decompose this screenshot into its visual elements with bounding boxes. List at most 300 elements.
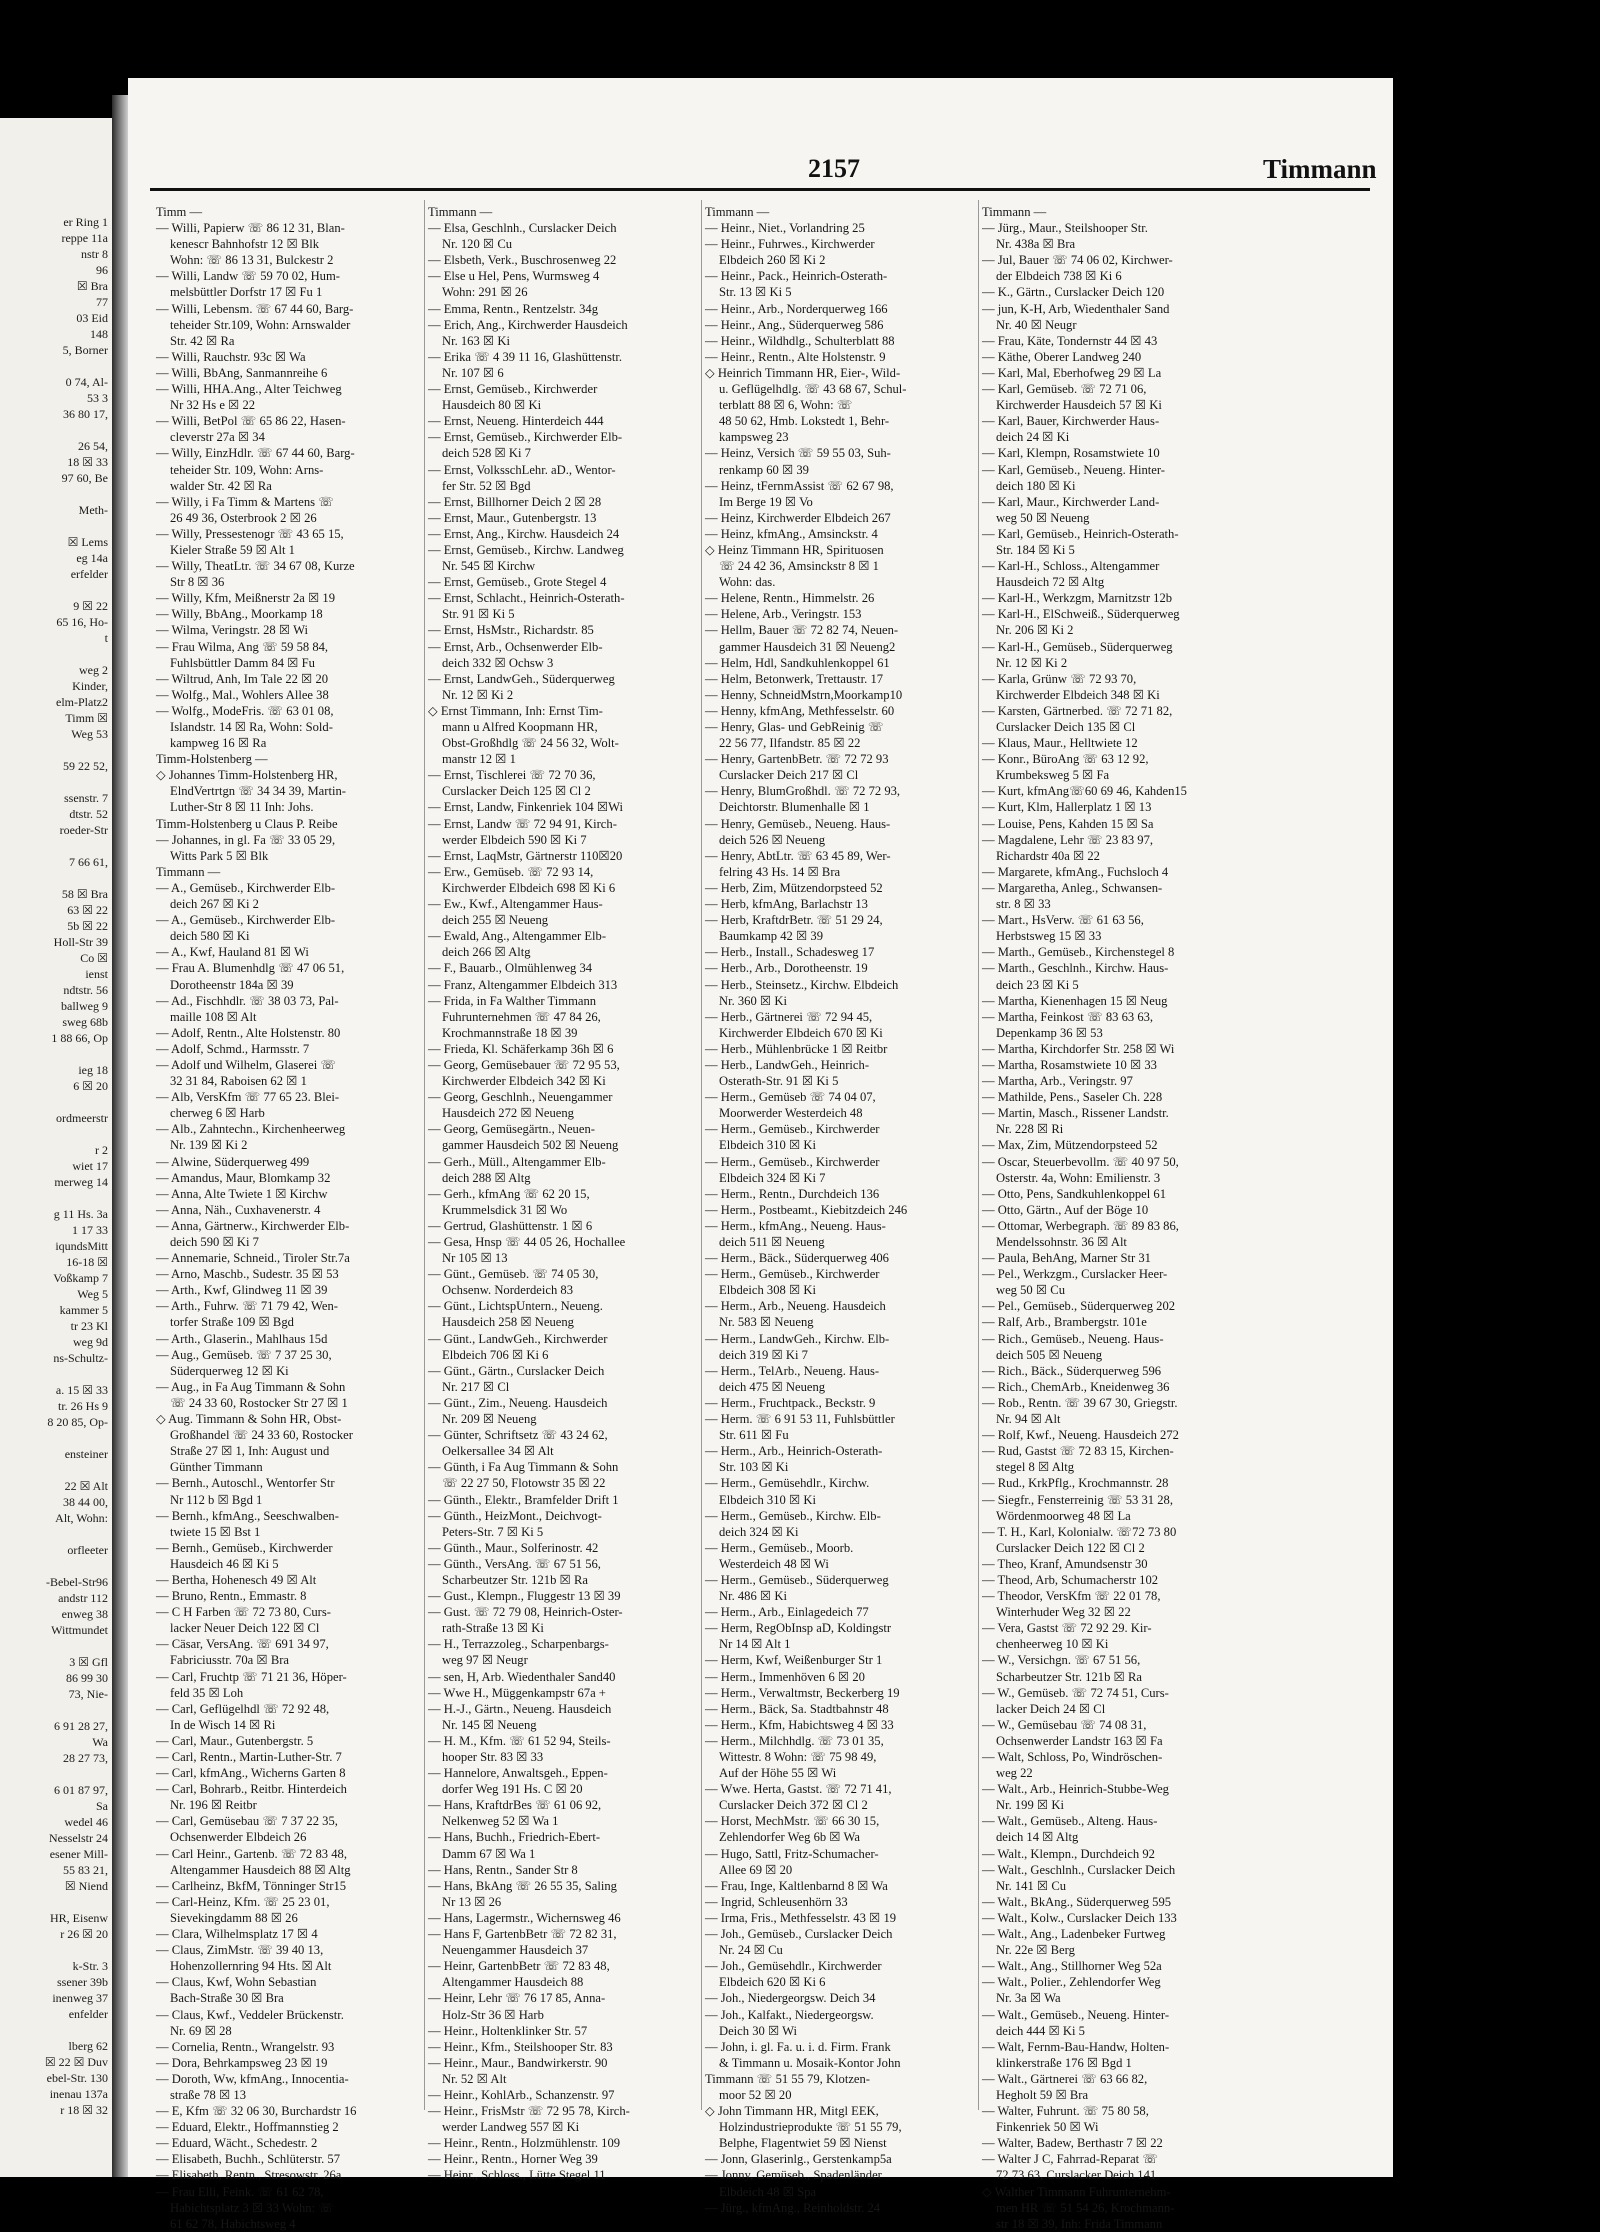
- directory-line: — Karl-H., Gemüseb., Süderquerweg: [982, 639, 1173, 654]
- directory-line: — Heinz, kfmAng., Amsinckstr. 4: [705, 526, 878, 541]
- directory-line: — Adolf, Schmd., Harmsstr. 7: [156, 1041, 310, 1056]
- directory-line: Nr. 196 ☒ Reitbr: [170, 1798, 257, 1813]
- fragment-line: [45, 1462, 108, 1478]
- directory-line: — Willy, Kfm, Meißnerstr 2a ☒ 19: [156, 591, 336, 606]
- directory-line: — Herb., Gärtnerei ☏ 72 94 45,: [705, 1009, 873, 1024]
- directory-line: Str. 91 ☒ Ki 5: [442, 607, 515, 622]
- directory-line: — Ernst, Gemüseb., Grote Stegel 4: [428, 575, 607, 590]
- directory-line: — Wwe. Herta, Gastst. ☏ 72 71 41,: [705, 1782, 892, 1797]
- directory-line: Timm-Holstenberg —: [156, 752, 268, 767]
- directory-line: — Joh., Gemüsehdlr., Kirchwerder: [705, 1959, 882, 1974]
- directory-line: — Walt, Fernm-Bau-Handw, Holten-: [982, 2039, 1170, 2054]
- directory-line: — Gerh., Müll., Altengammer Elb-: [428, 1154, 606, 1169]
- directory-line: felring 43 Hs. 14 ☒ Bra: [719, 864, 841, 879]
- directory-line: — Walt., Klempn., Durchdeich 92: [982, 1846, 1155, 1861]
- fragment-line: 86 99 30: [66, 1671, 108, 1685]
- fragment-line: [45, 1766, 108, 1782]
- directory-line: werder Landweg 557 ☒ Ki: [442, 2120, 580, 2135]
- directory-line: — Adolf und Wilhelm, Glaserei ☏: [156, 1057, 337, 1072]
- directory-column-3: [705, 204, 977, 2215]
- directory-line: cleverstr 27a ☒ 34: [170, 430, 265, 445]
- fragment-line: 26 54,: [78, 439, 108, 453]
- directory-line: — Martha, Feinkost ☏ 83 63 63,: [982, 1009, 1154, 1024]
- directory-line: Süderquerweg 12 ☒ Ki: [170, 1363, 289, 1378]
- directory-line: — Claus, Kwf, Wohn Sebastian: [156, 1975, 317, 1990]
- directory-line: — Herm., Gemüseb., Süderquerweg: [705, 1572, 889, 1587]
- fragment-line: -Bebel-Str96: [46, 1575, 108, 1589]
- directory-line: — Annemarie, Schneid., Tiroler Str.7a: [156, 1251, 350, 1266]
- directory-line: Neuengammer Hausdeich 37: [442, 1943, 589, 1958]
- directory-line: — Ernst, Ang., Kirchw. Hausdeich 24: [428, 526, 620, 541]
- directory-line: Islandstr. 14 ☒ Ra, Wohn: Sold-: [170, 720, 333, 734]
- directory-line: deich 288 ☒ Altg: [442, 1170, 531, 1185]
- directory-line: — Dora, Behrkampsweg 23 ☒ 19: [156, 2055, 328, 2070]
- directory-line: — Bernh., kfmAng., Seeschwalben-: [156, 1508, 339, 1523]
- directory-line: — Ernst, Billhorner Deich 2 ☒ 28: [428, 494, 602, 509]
- directory-line: — Carl, Geflügelhdl ☏ 72 92 48,: [156, 1701, 330, 1716]
- directory-line: Elbdeich 308 ☒ Ki: [719, 1283, 816, 1298]
- directory-line: deich 444 ☒ Ki 5: [996, 2023, 1085, 2038]
- directory-line: — Georg, Gemüsegärtn., Neuen-: [428, 1122, 595, 1137]
- directory-line: — A., Gemüseb., Kirchwerder Elb-: [156, 880, 336, 895]
- directory-line: gammer Hausdeich 31 ☒ Neueng2: [719, 639, 896, 654]
- directory-line: — Heinr., Wildhdlg., Schulterblatt 88: [705, 333, 895, 348]
- directory-line: — Ernst, Gemüseb., Kirchwerder Elb-: [428, 430, 623, 445]
- fragment-line: Kinder,: [72, 679, 108, 693]
- directory-line: — jun, K-H, Arb, Wiedenthaler Sand: [982, 301, 1170, 316]
- directory-line: — Walt., Arb., Heinrich-Stubbe-Weg: [982, 1782, 1169, 1797]
- directory-line: Nr 105 ☒ 13: [442, 1251, 508, 1266]
- directory-line: — H., Terrazzoleg., Scharpenbargs-: [428, 1637, 609, 1652]
- directory-line: Curslacker Deich 125 ☒ Cl 2: [442, 784, 591, 799]
- directory-line: — Elisabeth, Buchh., Schlüterstr. 57: [156, 2152, 340, 2167]
- directory-line: — Theo, Kranf, Amundsenstr 30: [982, 1556, 1148, 1571]
- fragment-line: iqundsMitt: [55, 1239, 108, 1253]
- fragment-line: 22 ☒ Alt: [64, 1479, 108, 1493]
- directory-line: — Kurt, Klm, Hallerplatz 1 ☒ 13: [982, 800, 1152, 815]
- directory-line: — Walt., Gemüseb., Alteng. Haus-: [982, 1814, 1158, 1829]
- directory-line: Holz-Str 36 ☒ Harb: [442, 2007, 544, 2022]
- directory-line: — Herm., Immenhöven 6 ☒ 20: [705, 1669, 865, 1684]
- directory-line: fer Str. 52 ☒ Bgd: [442, 478, 531, 493]
- directory-line: — Walt., Ang., Ladenbeker Furtweg: [982, 1927, 1166, 1942]
- directory-line: ◇ Heinz Timmann HR, Spirituosen: [705, 542, 884, 557]
- directory-line: Nr. 12 ☒ Ki 2: [996, 655, 1068, 670]
- fragment-line: [45, 1046, 108, 1062]
- directory-line: — Günth, i Fa Aug Timmann & Sohn: [428, 1460, 619, 1475]
- fragment-line: elm-Platz2: [56, 695, 108, 709]
- directory-line: — Pel., Werkzgm., Curslacker Heer-: [982, 1267, 1168, 1282]
- directory-line: — Carl, kfmAng., Wicherns Garten 8: [156, 1766, 346, 1781]
- directory-line: Straße 27 ☒ 1, Inh: August und: [170, 1444, 330, 1459]
- directory-line: — Ernst, Neueng. Hinterdeich 444: [428, 414, 604, 429]
- directory-line: — Gust. ☏ 72 79 08, Heinrich-Oster-: [428, 1605, 623, 1620]
- fragment-line: ballweg 9: [61, 999, 108, 1013]
- directory-line: — Ernst, LaqMstr, Gärtnerstr 110☒20: [428, 848, 623, 863]
- directory-line: Nr. 209 ☒ Neueng: [442, 1412, 537, 1427]
- directory-line: — Heinr., Fuhrwes., Kirchwerder: [705, 237, 875, 252]
- directory-line: — Adolf, Rentn., Alte Holstenstr. 80: [156, 1025, 341, 1040]
- fragment-line: [45, 1126, 108, 1142]
- directory-line: — Heinr., Rentn., Alte Holstenstr. 9: [705, 349, 886, 364]
- directory-line: Elbdeich 310 ☒ Ki: [719, 1138, 816, 1153]
- fragment-line: Wittmundet: [51, 1623, 108, 1637]
- directory-line: — Arno, Maschb., Sudestr. 35 ☒ 53: [156, 1267, 339, 1282]
- directory-line: Timmann —: [428, 205, 493, 219]
- fragment-line: ssener 39b: [57, 1975, 108, 1989]
- directory-line: Nr. 139 ☒ Ki 2: [170, 1138, 248, 1153]
- fragment-line: esener Mill-: [49, 1847, 108, 1861]
- directory-line: ☏ 22 27 50, Flotowstr 35 ☒ 22: [442, 1476, 606, 1491]
- fragment-line: tr 23 Kl: [70, 1319, 108, 1333]
- directory-line: — Hans, KraftdrBes ☏ 61 06 92,: [428, 1798, 602, 1813]
- directory-line: — Frieda, Kl. Schäferkamp 36h ☒ 6: [428, 1041, 614, 1056]
- directory-line: In de Wisch 14 ☒ Ri: [170, 1717, 276, 1732]
- directory-line: deich 266 ☒ Altg: [442, 945, 531, 960]
- fragment-line: [45, 1702, 108, 1718]
- directory-line: — Heinr., KohlArb., Schanzenstr. 97: [428, 2087, 615, 2102]
- directory-line: — Anna, Gärtnerw., Kirchwerder Elb-: [156, 1218, 350, 1233]
- directory-line: Oelkersallee 34 ☒ Alt: [442, 1444, 554, 1459]
- directory-line: — Franz, Altengammer Elbdeich 313: [428, 977, 618, 992]
- directory-line: rath-Straße 13 ☒ Ki: [442, 1621, 544, 1636]
- fragment-line: ordmeerstr: [56, 1111, 108, 1125]
- directory-line: — Walt., Gemüseb., Neueng. Hinter-: [982, 2007, 1170, 2022]
- directory-line: — Herb, KraftdrBetr. ☏ 51 29 24,: [705, 913, 883, 928]
- fragment-line: 58 ☒ Bra: [61, 887, 108, 901]
- fragment-line: ebel-Str. 130: [46, 2071, 108, 2085]
- directory-line: — Arth., Glaserin., Mahlhaus 15d: [156, 1331, 328, 1346]
- directory-line: Wohn: das.: [719, 575, 776, 590]
- fragment-line: 5b ☒ 22: [67, 919, 108, 933]
- directory-line: Holzindustrieprodukte ☏ 51 55 79,: [719, 2120, 902, 2135]
- directory-line: — Helm, Hdl, Sandkuhlenkoppel 61: [705, 655, 890, 670]
- directory-line: — Günt., Zim., Neueng. Hausdeich: [428, 1395, 608, 1410]
- directory-line: Ochsenwerder Landstr 163 ☒ Fa: [996, 1733, 1163, 1748]
- directory-line: kampweg 16 ☒ Ra: [170, 736, 267, 751]
- fragment-line: lberg 62: [68, 2039, 108, 2053]
- directory-line: Hegholt 59 ☒ Bra: [996, 2087, 1089, 2102]
- fragment-line: orfleeter: [67, 1543, 108, 1557]
- fragment-line: 3 ☒ Gfl: [69, 1655, 108, 1669]
- directory-line: — Ernst, LandwGeh., Süderquerweg: [428, 671, 615, 686]
- directory-line: — Pel., Gemüseb., Süderquerweg 202: [982, 1299, 1176, 1314]
- fragment-line: [45, 518, 108, 534]
- directory-line: Mendelssohnstr. 36 ☒ Alt: [996, 1235, 1127, 1249]
- directory-line: — Herm., Gemüseb., Kirchwerder: [705, 1267, 880, 1282]
- directory-line: Timmann —: [982, 205, 1047, 219]
- directory-line: — Heinr., Kfm., Steilshooper Str. 83: [428, 2039, 613, 2054]
- directory-line: — Henny, kfmAng, Methfesselstr. 60: [705, 703, 895, 718]
- directory-line: manstr 12 ☒ 1: [442, 752, 516, 767]
- directory-line: — Heinr, Lehr ☏ 76 17 85, Anna-: [428, 1991, 606, 2006]
- directory-line: — W., Versichgn. ☏ 67 51 56,: [982, 1653, 1141, 1668]
- directory-line: Curslacker Deich 122 ☒ Cl 2: [996, 1540, 1145, 1555]
- directory-line: — Walt., Geschlnh., Curslacker Deich: [982, 1862, 1176, 1877]
- directory-line: Habichtsplatz 3 ☒ 33 Wohn: ☏: [170, 2200, 334, 2215]
- directory-line: — Hans, BkAng ☏ 26 55 35, Saling: [428, 1878, 617, 1893]
- directory-line: — Heinr, GartenbBetr ☏ 72 83 48,: [428, 1959, 610, 1974]
- directory-line: Nr. 228 ☒ Ri: [996, 1122, 1064, 1137]
- directory-line: Elbdeich 48 ☒ Spa: [719, 2184, 816, 2199]
- directory-line: 32 31 84, Raboisen 62 ☒ 1: [170, 1074, 307, 1089]
- directory-line: — Erika ☏ 4 39 11 16, Glashüttenstr.: [428, 349, 623, 364]
- fragment-line: [45, 1558, 108, 1574]
- directory-line: — Bernh., Gemüseb., Kirchwerder: [156, 1540, 333, 1555]
- directory-line: teheider Str.109, Wohn: Arnswalder: [170, 317, 351, 332]
- directory-line: Peters-Str. 7 ☒ Ki 5: [442, 1524, 544, 1539]
- directory-line: — Karsten, Gärtnerbed. ☏ 72 71 82,: [982, 703, 1173, 718]
- directory-line: — Herb., Mühlenbrücke 1 ☒ Reitbr: [705, 1041, 888, 1056]
- directory-line: Ochsenw. Norderdeich 83: [442, 1283, 574, 1298]
- fragment-line: [45, 486, 108, 502]
- directory-line: Ochsenwerder Elbdeich 26: [170, 1830, 307, 1845]
- directory-line: — Hellm, Bauer ☏ 72 82 74, Neuen-: [705, 623, 899, 638]
- directory-line: Nr. 360 ☒ Ki: [719, 993, 787, 1008]
- directory-line: — Hannelore, Anwaltsgeh., Eppen-: [428, 1766, 608, 1781]
- directory-line: — Henry, AbtLtr. ☏ 63 45 89, Wer-: [705, 848, 891, 863]
- directory-line: — Arth., Fuhrw. ☏ 71 79 42, Wen-: [156, 1299, 338, 1314]
- directory-line: — Günth., Maur., Solferinostr. 42: [428, 1540, 599, 1555]
- directory-line: — Martin, Masch., Rissener Landstr.: [982, 1106, 1169, 1121]
- fragment-line: reppe 11a: [61, 231, 108, 245]
- directory-line: — Herb, kfmAng, Barlachstr 13: [705, 897, 868, 912]
- fragment-line: 0 74, Al-: [65, 375, 108, 389]
- directory-line: — Herm., Bäck., Süderquerweg 406: [705, 1251, 889, 1266]
- directory-line: — Ernst, Schlacht., Heinrich-Osterath-: [428, 591, 625, 606]
- directory-line: — Jürg., Maur., Steilshooper Str.: [982, 221, 1148, 236]
- directory-line: torfer Straße 109 ☒ Bgd: [170, 1315, 294, 1330]
- directory-line: — Willi, HHA.Ang., Alter Teichweg: [156, 382, 342, 397]
- directory-line: ◇ Johannes Timm-Holstenberg HR,: [156, 768, 338, 783]
- fragment-line: 9 ☒ 22: [73, 599, 108, 613]
- directory-line: cherweg 6 ☒ Harb: [170, 1106, 265, 1121]
- fragment-line: 7 66 61,: [69, 855, 108, 869]
- directory-line: — Herm., Gemüsehdlr., Kirchw.: [705, 1476, 870, 1491]
- directory-line: — Arth., Kwf, Glindweg 11 ☒ 39: [156, 1283, 328, 1298]
- directory-line: — Walter, Fuhrunt. ☏ 75 80 58,: [982, 2104, 1149, 2119]
- directory-line: deich 267 ☒ Ki 2: [170, 897, 259, 912]
- directory-line: — Walt., Gärtnerei ☏ 63 66 82,: [982, 2071, 1148, 2086]
- directory-line: — Max, Zim, Mützendorpsteed 52: [982, 1138, 1158, 1153]
- directory-line: — Karl-H., Schloss., Altengammer: [982, 559, 1160, 574]
- fragment-line: t: [104, 631, 108, 645]
- directory-line: Wohn: 291 ☒ 26: [442, 285, 528, 300]
- directory-line: — Irma, Fris., Methfesselstr. 43 ☒ 19: [705, 1910, 897, 1925]
- directory-line: — Heinr., Niet., Vorlandring 25: [705, 221, 865, 236]
- directory-line: Wittestr. 8 Wohn: ☏ 75 98 49,: [719, 1750, 877, 1764]
- directory-line: — Louise, Pens, Kahden 15 ☒ Sa: [982, 816, 1154, 831]
- fragment-line: ☒ Bra: [76, 279, 108, 293]
- directory-line: — Carl, Maur., Gutenbergstr. 5: [156, 1733, 314, 1748]
- directory-line: ☏ 24 42 36, Amsinckstr 8 ☒ 1: [719, 559, 879, 574]
- directory-line: melsbüttler Dorfstr 17 ☒ Fu 1: [170, 285, 323, 300]
- directory-line: Kirchwerder Elbdeich 670 ☒ Ki: [719, 1025, 883, 1040]
- directory-line: deich 324 ☒ Ki: [719, 1524, 799, 1539]
- directory-line: Kirchwerder Elbdeich 698 ☒ Ki 6: [442, 880, 616, 895]
- directory-line: Fabriciusstr. 70a ☒ Bra: [170, 1653, 290, 1668]
- directory-line: — Martha, Kirchdorfer Str. 258 ☒ Wi: [982, 1041, 1175, 1056]
- directory-line: lacker Neuer Deich 122 ☒ Cl: [170, 1621, 320, 1636]
- fragment-line: Holl-Str 39: [53, 935, 108, 949]
- fragment-line: 16-18 ☒: [66, 1255, 108, 1269]
- directory-line: Hausdeich 258 ☒ Neueng: [442, 1315, 574, 1330]
- directory-line: Fuhlsbüttler Damm 84 ☒ Fu: [170, 655, 315, 670]
- directory-line: — Johannes, in gl. Fa ☏ 33 05 29,: [156, 832, 336, 847]
- directory-line: — Else u Hel, Pens, Wurmsweg 4: [428, 269, 600, 284]
- directory-line: Nr. 69 ☒ 28: [170, 2023, 232, 2038]
- directory-line: Nr. 120 ☒ Cu: [442, 237, 513, 252]
- directory-line: — Mart., HsVerw. ☏ 61 63 56,: [982, 913, 1144, 928]
- fragment-line: 148: [90, 327, 108, 341]
- directory-line: — Heinr., Maur., Bandwirkerstr. 90: [428, 2055, 608, 2070]
- directory-line: — Willi, BbAng, Sanmannreihe 6: [156, 365, 328, 380]
- directory-line: — Margaretha, Anleg., Schwansen-: [982, 880, 1163, 895]
- directory-line: & Timmann u. Mosaik-Kontor John: [719, 2055, 901, 2070]
- directory-line: Großhandel ☏ 24 33 60, Rostocker: [170, 1428, 353, 1443]
- directory-line: Nr 14 ☒ Alt 1: [719, 1637, 791, 1652]
- fragment-line: 59 22 52,: [63, 759, 108, 773]
- directory-line: ElndVertrtgn ☏ 34 34 39, Martin-: [170, 784, 346, 799]
- fragment-line: 18 ☒ 33: [67, 455, 108, 469]
- directory-line: — Carl, Bohrarb., Reitbr. Hinterdeich: [156, 1782, 347, 1797]
- directory-line: Curslacker Deich 372 ☒ Cl 2: [719, 1798, 868, 1813]
- directory-line: — Ad., Fischhdlr. ☏ 38 03 73, Pal-: [156, 993, 339, 1008]
- directory-line: — Gerh., kfmAng ☏ 62 20 15,: [428, 1186, 590, 1201]
- directory-line: — Otto, Pens, Sandkuhlenkoppel 61: [982, 1186, 1166, 1201]
- directory-line: — Heinz, Versich ☏ 59 55 03, Suh-: [705, 446, 891, 461]
- directory-line: Nr. 206 ☒ Ki 2: [996, 623, 1074, 638]
- directory-line: Sievekingdamm 88 ☒ 26: [170, 1910, 298, 1925]
- directory-line: deich 528 ☒ Ki 7: [442, 446, 531, 461]
- directory-line: Hohenzollernring 94 Hts. ☒ Alt: [170, 1959, 332, 1974]
- directory-line: str 18 ☒ 39, Inh: Frida Timmann: [996, 2216, 1163, 2231]
- directory-line: Str. 103 ☒ Ki: [719, 1460, 789, 1475]
- directory-line: — Willi, Lebensm. ☏ 67 44 60, Barg-: [156, 301, 354, 316]
- directory-line: — Bernh., Autoschl., Wentorfer Str: [156, 1476, 335, 1491]
- directory-line: feld 35 ☒ Loh: [170, 1685, 244, 1700]
- directory-line: Scharbeutzer Str. 121b ☒ Ra: [996, 1669, 1142, 1684]
- directory-line: — Walt, Schloss, Po, Windröschen-: [982, 1750, 1163, 1764]
- directory-line: Deichtorstr. Blumenhalle ☒ 1: [719, 800, 870, 815]
- fragment-line: wedel 46: [64, 1815, 108, 1829]
- directory-line: twiete 15 ☒ Bst 1: [170, 1524, 261, 1539]
- directory-line: Krochmannstraße 18 ☒ 39: [442, 1025, 578, 1040]
- directory-line: Krummelsdick 31 ☒ Wo: [442, 1202, 568, 1217]
- fragment-line: [45, 870, 108, 886]
- directory-line: — Herm., Verwaltmstr, Beckerberg 19: [705, 1685, 900, 1700]
- fragment-line: ☒ Lems: [67, 535, 108, 549]
- directory-line: — W., Gemüseb. ☏ 72 74 51, Curs-: [982, 1685, 1169, 1700]
- directory-line: Str. 611 ☒ Fu: [719, 1428, 789, 1443]
- directory-line: — Rich., ChemArb., Kneidenweg 36: [982, 1379, 1170, 1394]
- fragment-line: 53 3: [87, 391, 108, 405]
- fragment-line: ieg 18: [78, 1063, 108, 1077]
- fragment-line: [45, 1430, 108, 1446]
- directory-line: — Willy, TheatLtr. ☏ 34 67 08, Kurze: [156, 559, 355, 574]
- fragment-line: enweg 38: [61, 1607, 108, 1621]
- directory-line: — Erich, Ang., Kirchwerder Hausdeich: [428, 317, 628, 332]
- fragment-line: [45, 774, 108, 790]
- directory-line: str. 8 ☒ 33: [996, 897, 1051, 912]
- directory-line: — Ewald, Ang., Altengammer Elb-: [428, 929, 607, 944]
- directory-line: — Elisabeth, Rentn., Stresowstr. 26a: [156, 2168, 342, 2183]
- directory-line: — Aug., in Fa Aug Timmann & Sohn: [156, 1379, 346, 1394]
- directory-line: klinkerstraße 176 ☒ Bgd 1: [996, 2055, 1132, 2070]
- directory-line: lacker Deich 24 ☒ Cl: [996, 1701, 1106, 1716]
- fragment-line: 6 01 87 97,: [54, 1783, 108, 1797]
- directory-line: dorfer Weg 191 Hs. C ☒ 20: [442, 1782, 583, 1797]
- directory-line: — Helm, Betonwerk, Trettaustr. 17: [705, 671, 884, 686]
- fragment-line: 36 80 17,: [63, 407, 108, 421]
- directory-line: — H.-J., Gärtn., Neueng. Hausdeich: [428, 1701, 612, 1716]
- directory-line: — Willy, BbAng., Moorkamp 18: [156, 607, 323, 622]
- directory-line: chenheerweg 10 ☒ Ki: [996, 1637, 1109, 1652]
- directory-line: — Herm., Gemüseb., Kirchwerder: [705, 1122, 880, 1137]
- directory-line: — Mathilde, Pens., Saseler Ch. 228: [982, 1090, 1163, 1105]
- directory-line: Luther-Str 8 ☒ 11 Inh: Johs.: [170, 800, 314, 815]
- directory-line: — Cäsar, VersAng. ☏ 691 34 97,: [156, 1637, 329, 1652]
- directory-line: — C H Farben ☏ 72 73 80, Curs-: [156, 1605, 331, 1620]
- directory-line: Dorotheenstr 184a ☒ 39: [170, 977, 294, 992]
- fragment-line: Alt, Wohn:: [55, 1511, 108, 1525]
- fragment-line: 6 ☒ 20: [73, 1079, 108, 1093]
- directory-line: men HR ☏ 51 54 26, Krochmann-: [996, 2200, 1175, 2215]
- fragment-line: 65 16, Ho-: [56, 615, 108, 629]
- directory-line: — Heinr., Rentn., Holzmühlenstr. 109: [428, 2136, 621, 2151]
- directory-line: Nr. 199 ☒ Ki: [996, 1798, 1064, 1813]
- directory-line: Osterstr. 4a, Wohn: Emilienstr. 3: [996, 1170, 1161, 1185]
- directory-line: — Hans, Buchh., Friedrich-Ebert-: [428, 1830, 601, 1845]
- fragment-line: kammer 5: [59, 1303, 108, 1317]
- directory-line: Nr. 141 ☒ Cu: [996, 1878, 1067, 1893]
- directory-line: Altengammer Hausdeich 88: [442, 1975, 584, 1990]
- directory-line: — Joh., Kalfakt., Niedergeorgsw.: [705, 2007, 874, 2022]
- directory-line: — Karl, Bauer, Kirchwerder Haus-: [982, 414, 1160, 429]
- directory-line: — Willi, Landw ☏ 59 70 02, Hum-: [156, 269, 340, 284]
- fragment-line: 97 60, Be: [61, 471, 108, 485]
- directory-line: — Carlheinz, BkfM, Tönninger Str15: [156, 1878, 347, 1893]
- directory-line: renkamp 60 ☒ 39: [719, 462, 809, 477]
- directory-line: — Heinr., Holtenklinker Str. 57: [428, 2023, 588, 2038]
- directory-line: Str. 13 ☒ Ki 5: [719, 285, 792, 300]
- fragment-line: [45, 1894, 108, 1910]
- fragment-line: dtstr. 52: [69, 807, 108, 821]
- fragment-line: ssenstr. 7: [63, 791, 108, 805]
- directory-line: Nr. 438a ☒ Bra: [996, 237, 1076, 252]
- directory-line: — Klaus, Maur., Helltwiete 12: [982, 736, 1138, 751]
- directory-line: Nr. 107 ☒ 6: [442, 365, 504, 380]
- directory-line: — Günth., Elektr., Bramfelder Drift 1: [428, 1492, 619, 1507]
- directory-line: Str 8 ☒ 36: [170, 575, 225, 590]
- directory-line: — Gertrud, Glashüttenstr. 1 ☒ 6: [428, 1218, 593, 1233]
- fragment-line: 55 83 21,: [63, 1863, 108, 1877]
- directory-line: — Herm., Kfm, Habichtsweg 4 ☒ 33: [705, 1717, 894, 1732]
- directory-line: — F., Bauarb., Olmühlenweg 34: [428, 961, 593, 976]
- fragment-line: [45, 1942, 108, 1958]
- running-head: Timmann: [1263, 154, 1377, 184]
- directory-line: — Willy, Pressestenogr ☏ 43 65 15,: [156, 526, 344, 541]
- directory-line: — Karl, Maur., Kirchwerder Land-: [982, 494, 1160, 509]
- directory-line: — Eduard, Wächt., Schedestr. 2: [156, 2136, 318, 2151]
- fragment-line: 8 20 85, Op-: [47, 1415, 108, 1429]
- directory-line: deich 590 ☒ Ki 7: [170, 1235, 259, 1249]
- directory-line: Zehlendorfer Weg 6b ☒ Wa: [719, 1830, 860, 1845]
- directory-line: — Günt., LandwGeh., Kirchwerder: [428, 1331, 608, 1346]
- directory-line: Nr. 94 ☒ Alt: [996, 1412, 1061, 1427]
- directory-line: deich 24 ☒ Ki: [996, 430, 1070, 445]
- directory-line: kampsweg 23: [719, 430, 789, 445]
